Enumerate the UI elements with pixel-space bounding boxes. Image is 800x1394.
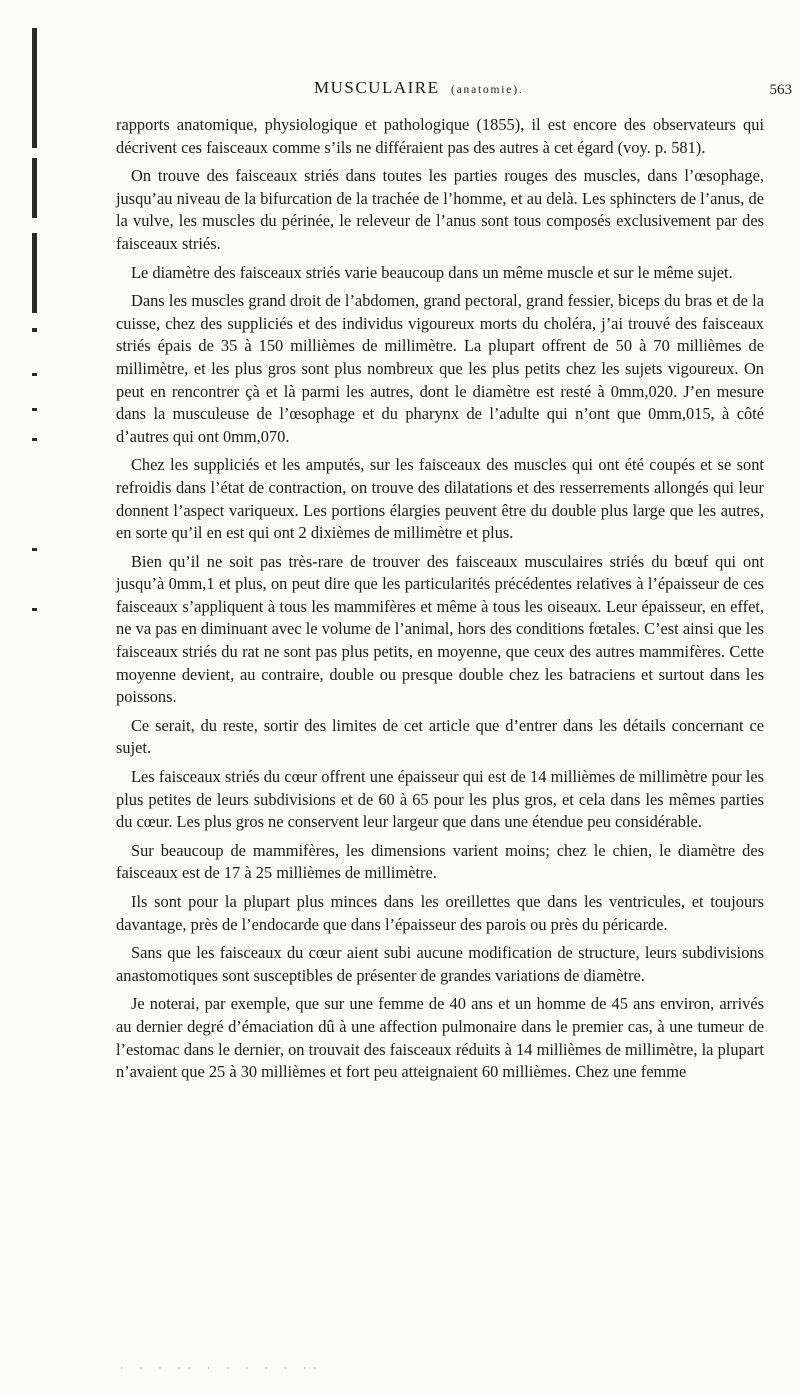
page-header	[116, 78, 792, 104]
running-subtitle: (anatomie).	[451, 84, 524, 96]
paragraph: Ils sont pour la plupart plus minces dans les oreillettes que dans les ventricules, et toujours davantage, près de l’endocarde que dans l’épaisseur des parois ou près du péricarde.	[116, 892, 764, 934]
paragraph: Sur beaucoup de mammifères, les dimensions varient moins; chez le chien, le diamètre des faisceaux est de 17 à 25 millièmes de millimètre.	[116, 840, 764, 883]
paragraph: Ce serait, du reste, sortir des limites de cet article que d’entrer dans les détails concernant ce sujet.	[116, 715, 764, 758]
binding-margin-marks	[32, 28, 37, 1368]
paragraph: Je noterai, par exemple, que sur une femme de 40 ans et un homme de 45 ans environ, arrivés au dernier degré d’émaciation dû à une affection pulmonaire dans le premier cas, à une tumeur de l’estomac dans le dernier, on trouvait des faisceaux réduits à 14 millièmes de millimètre, la plupart n’avaient que 25 à 30 millièmes et fort peu atteignaient 60 millièmes. Chez une femme	[116, 994, 764, 1082]
paragraph: Dans les muscles grand droit de l’abdomen, grand pectoral, grand fessier, biceps du bras et de la cuisse, chez des suppliciés et des individus vigoureux morts du choléra, j’ai trouvé des faisceaux striés épais de 35 à 150 millièmes de millimètre. La plupart offrent de 50 à 70 millièmes de millimètre, et les plus gros sont plus nombreux que les plus petits chez les sujets vigoureux. On peut en rencontrer çà et là parmi les autres, dont le diamètre est resté à 0mm,020. J’en mesure dans la musculeuse de l’œsophage et du pharynx de l’adulte qui n’ont que 0mm,015, à côté d’autres qui ont 0mm,070.	[116, 291, 764, 446]
page-number: 563	[769, 82, 792, 98]
running-title: MUSCULAIRE (anatomie).	[314, 78, 524, 97]
paragraph: rapports anatomique, physiologique et pathologique (1855), il est encore des observateurs qui décrivent ces faisceaux comme s’ils ne différaient pas des autres à cet égard (voy. p. 581).	[116, 115, 764, 157]
paragraph: Chez les suppliciés et les amputés, sur les faisceaux des muscles qui ont été coupés et se sont refroidis dans l’état de contraction, on trouve des dilatations et des resserrements allongés qui leur donnent l’aspect variqueux. Les portions élargies peuvent être du double plus large que les autres, en sorte qu’il en est qui ont 2 dixièmes de millimètre et plus.	[116, 455, 764, 543]
paragraph: Les faisceaux striés du cœur offrent une épaisseur qui est de 14 millièmes de millimètre pour les plus petites de leurs subdivisions et de 60 à 65 pour les plus gros, et cela dans les mêmes parties du cœur. Les plus gros ne conservent leur largeur que dans une étendue peu considérable.	[116, 767, 764, 832]
paragraph: Le diamètre des faisceaux striés varie beaucoup dans un même muscle et sur le même sujet.	[131, 262, 733, 282]
paragraph: On trouve des faisceaux striés dans toutes les parties rouges des muscles, dans l’œsophage, jusqu’au niveau de la bifurcation de la trachée de l’homme, et au delà. Les sphincters de l’anus, de la vulve, les muscles du périnée, le releveur de l’anus sont tous composés exclusivement par des faisceaux striés.	[116, 166, 764, 253]
paragraph: Bien qu’il ne soit pas très-rare de trouver des faisceaux musculaires striés du bœuf qui ont jusqu’à 0mm,1 et plus, on peut dire que les particularités précédentes relatives à l’épaisseur de ces faisceaux s’appliquent à tous les mammifères et même à tous les oiseaux. Leur épaisseur, en effet, ne va pas en diminuant avec le volume de l’animal, hors des conditions fœtales. C’est ainsi que les faisceaux striés du rat ne sont pas plus petits, en moyenne, que ceux des autres mammifères. Cette moyenne devient, au contraire, double ou presque double chez les batraciens et surtout dans les poissons.	[116, 551, 764, 707]
footer-specks: · · · ·· · · · · · ··	[120, 1363, 324, 1373]
paragraph: Sans que les faisceaux du cœur aient subi aucune modification de structure, leurs subdivisions anastomotiques sont susceptibles de présenter de grandes variations de diamètre.	[116, 943, 764, 985]
body-text	[116, 114, 764, 1090]
